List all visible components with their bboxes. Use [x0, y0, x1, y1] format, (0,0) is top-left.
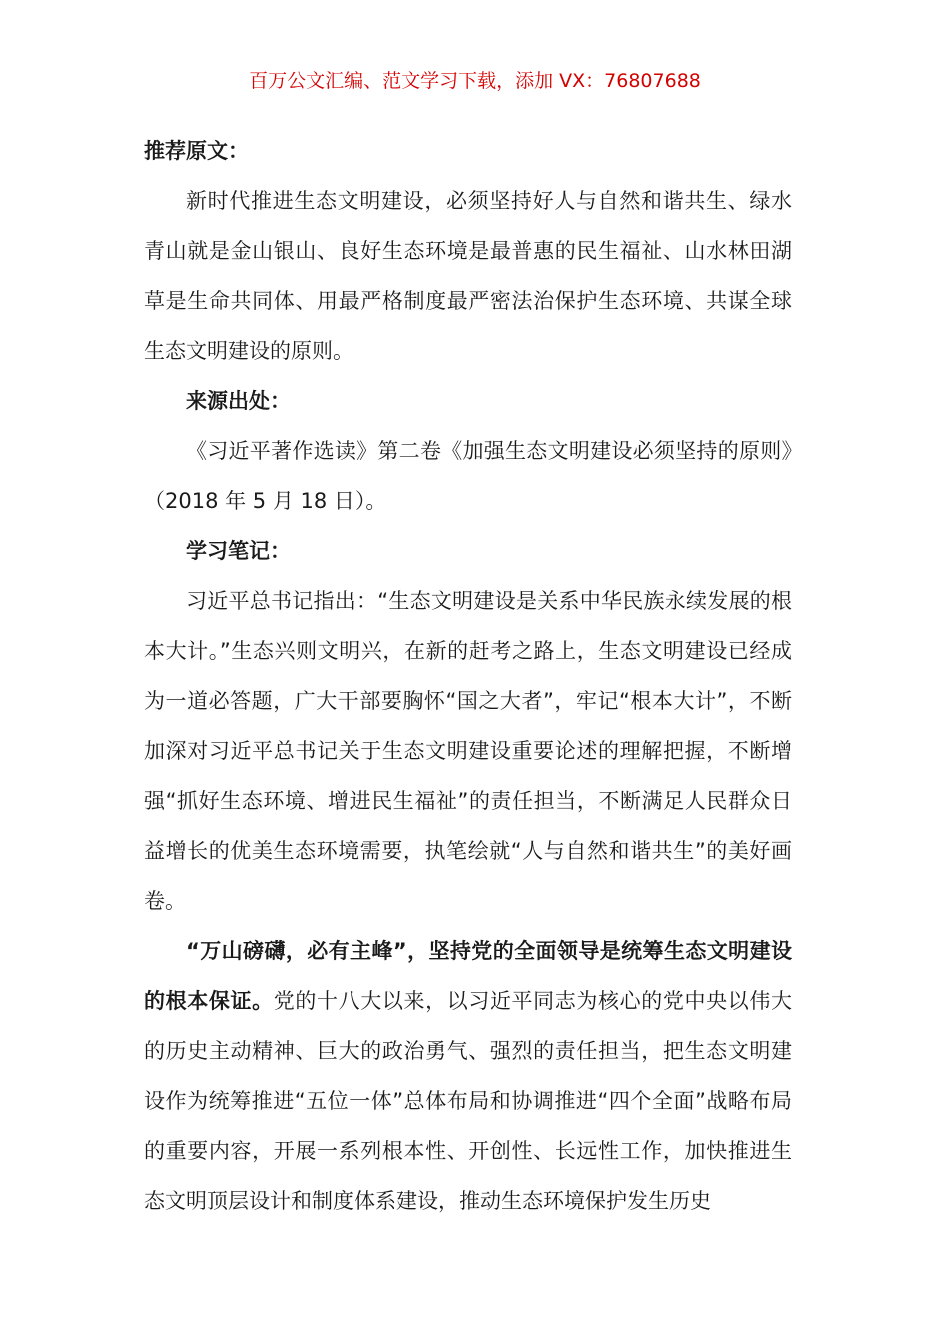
source-paragraph: 《习近平著作选读》第二卷《加强生态文明建设必须坚持的原则》（2018 年 5 月 18 日）。 [144, 439, 792, 513]
notes-label: 学习笔记： [186, 539, 291, 563]
notes-paragraph: 习近平总书记指出：“生态文明建设是关系中华民族永续发展的根本大计。”生态兴则文明兴，在新的赶考之路上，生态文明建设已经成为一道必答题，广大干部要胸怀“国之大者”，牢记“根本大计”，不断加深对习近平总书记关于生态文明建设重要论述的理解把握，不断增强“抓好生态环境、增进民生福祉”的责任担当，不断满足人民群众日益增长的优美生态环境需要，执笔绘就“人与自然和谐共生”的美好画卷。 [144, 589, 792, 913]
source-label: 来源出处： [186, 389, 291, 413]
point-heading: “万山磅礴，必有主峰”，坚持党的全面领导是统筹生态文明建设的根本保证。 [144, 939, 792, 1013]
recommend-paragraph: 新时代推进生态文明建设，必须坚持好人与自然和谐共生、绿水青山就是金山银山、良好生态环境是最普惠的民生福祉、山水林田湖草是生命共同体、用最严格制度最严密法治保护生态环境、共谋全球生态文明建设的原则。 [144, 189, 792, 363]
watermark-banner: 百万公文汇编、范文学习下载，添加 VX：76807688 [249, 70, 701, 92]
recommend-label: 推荐原文： [144, 139, 249, 163]
document-body [144, 126, 792, 1226]
point-body: 党的十八大以来，以习近平同志为核心的党中央以伟大的历史主动精神、巨大的政治勇气、强烈的责任担当，把生态文明建设作为统筹推进“五位一体”总体布局和协调推进“四个全面”战略布局的重要内容，开展一系列根本性、开创性、长远性工作，加快推进生态文明顶层设计和制度体系建设，推动生态环境保护发生历史 [144, 989, 793, 1213]
point-paragraph [144, 926, 792, 1226]
